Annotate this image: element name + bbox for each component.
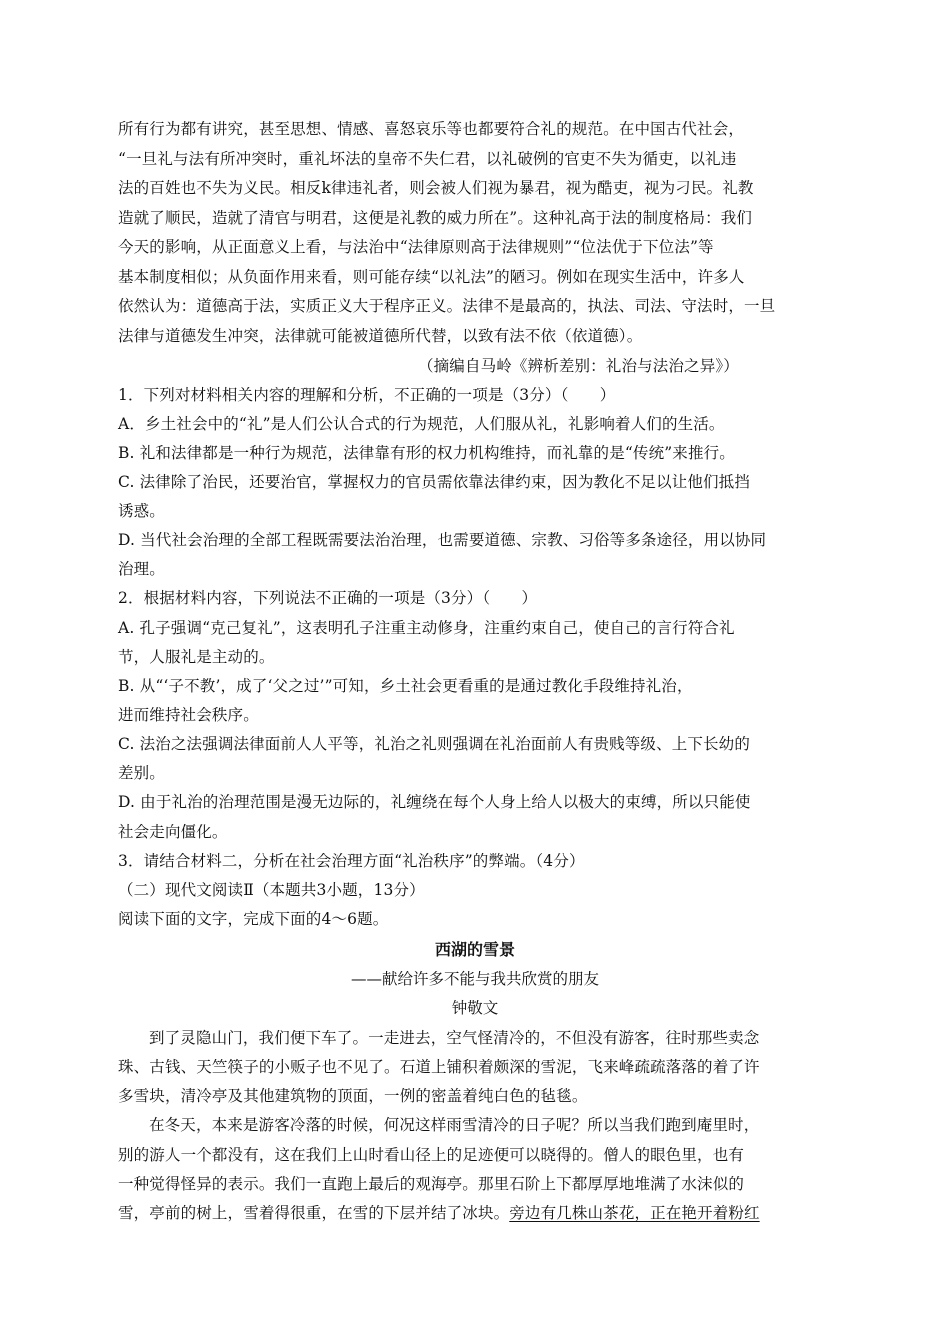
question-2: 2．根据材料内容，下列说法不正确的一项是（3分）（ ） bbox=[118, 589, 538, 607]
essay-line bbox=[118, 1199, 760, 1227]
passage-line: 造就了顺民，造就了清官与明君，这便是礼教的威力所在”。这种礼高于法的制度格局：我们 bbox=[118, 209, 753, 227]
essay-line: 珠、古钱、天竺筷子的小贩子也不见了。石道上铺积着颇深的雪泥，飞来峰疏疏落落的着了许 bbox=[118, 1058, 760, 1076]
question-1: 1．下列对材料相关内容的理解和分析，不正确的一项是（3分）（ ） bbox=[118, 386, 616, 404]
essay-author: 钟敬文 bbox=[451, 999, 499, 1017]
section-heading: （二）现代文阅读Ⅱ（本题共3小题，13分） bbox=[118, 881, 425, 899]
option-line: D. 由于礼治的治理范围是漫无边际的，礼缠绕在每个人身上给人以极大的束缚，所以只能使 bbox=[118, 793, 751, 811]
option-line: 节，人服礼是主动的。 bbox=[118, 648, 275, 666]
passage-line: 法律与道德发生冲突，法律就可能被道德所代替，以致有法不依（依道德）。 bbox=[118, 327, 643, 345]
option-line: 进而维持社会秩序。 bbox=[118, 706, 259, 724]
underlined-sentence: 旁边有几株山茶花，正在艳开着粉红 bbox=[509, 1204, 760, 1222]
option-line: 社会走向僵化。 bbox=[118, 823, 228, 841]
option-line: A．乡土社会中的“礼”是人们公认合式的行为规范，人们服从礼，礼影响着人们的生活。 bbox=[118, 415, 725, 433]
passage-line: 依然认为：道德高于法，实质正义大于程序正义。法律不是最高的，执法、司法、守法时，一旦 bbox=[118, 297, 776, 315]
essay-line: 多雪块，清冷亭及其他建筑物的顶面，一例的密盖着纯白色的毡毯。 bbox=[118, 1087, 588, 1105]
option-line: B. 礼和法律都是一种行为规范，法律靠有形的权力机构维持，而礼靠的是“传统”来推行。 bbox=[118, 444, 735, 462]
passage-line: “一旦礼与法有所冲突时，重礼坏法的皇帝不失仁君，以礼破例的官吏不失为循吏，以礼违 bbox=[118, 150, 737, 168]
instruction: 阅读下面的文字，完成下面的4～6题。 bbox=[118, 910, 389, 928]
essay-line: 到了灵隐山门，我们便下车了。一走进去，空气怪清冷的，不但没有游客，往时那些卖念 bbox=[149, 1029, 760, 1047]
option-line: B. 从“‘子不教’，成了‘父之过’”可知，乡土社会更看重的是通过教化手段维持礼治， bbox=[118, 677, 693, 695]
essay-line: 在冬天，本来是游客冷落的时候，何况这样雨雪清冷的日子呢？所以当我们跑到庵里时， bbox=[149, 1116, 760, 1134]
passage-line: 基本制度相似；从负面作用来看，则可能存续“以礼法”的陋习。例如在现实生活中，许多人 bbox=[118, 268, 745, 286]
source-citation: （摘编自马岭《辨析差别：礼治与法治之异》） bbox=[418, 357, 739, 375]
passage-line: 法的百姓也不失为义民。相反k律违礼者，则会被人们视为暴君，视为酷吏，视为刁民。礼教 bbox=[118, 179, 754, 197]
question-3: 3．请结合材料二，分析在社会治理方面“礼治秩序”的弊端。（4分） bbox=[118, 852, 585, 870]
passage-line: 所有行为都有讲究，甚至思想、情感、喜怒哀乐等也都要符合礼的规范。在中国古代社会， bbox=[118, 120, 745, 138]
option-line: 诱惑。 bbox=[118, 502, 165, 520]
essay-line: 一种觉得怪异的表示。我们一直跑上最后的观海亭。那里石阶上下都厚厚地堆满了水沫似的 bbox=[118, 1175, 745, 1193]
essay-text: 雪，亭前的树上，雪着得很重，在雪的下层并结了冰块。 bbox=[118, 1204, 510, 1222]
essay-title: 西湖的雪景 bbox=[434, 940, 515, 959]
essay-line: 别的游人一个都没有，这在我们上山时看山径上的足迹便可以晓得的。僧人的眼色里，也有 bbox=[118, 1146, 745, 1164]
option-line: 治理。 bbox=[118, 560, 165, 578]
option-line: A. 孔子强调“克己复礼”，这表明孔子注重主动修身，注重约束自己，使自己的言行符合礼 bbox=[118, 619, 735, 637]
essay-subtitle: ——献给许多不能与我共欣赏的朋友 bbox=[350, 970, 599, 988]
passage-line: 今天的影响，从正面意义上看，与法治中“法律原则高于法律规则”“位法优于下位法”等 bbox=[118, 238, 714, 256]
option-line: C. 法治之法强调法律面前人人平等，礼治之礼则强调在礼治面前人有贵贱等级、上下长幼的 bbox=[118, 735, 750, 753]
option-line: D. 当代社会治理的全部工程既需要法治治理，也需要道德、宗教、习俗等多条途径，用以协同 bbox=[118, 531, 767, 549]
option-line: C. 法律除了治民，还要治官，掌握权力的官员需依靠法律约束，因为教化不足以让他们抵挡 bbox=[118, 473, 750, 491]
option-line: 差别。 bbox=[118, 764, 165, 782]
